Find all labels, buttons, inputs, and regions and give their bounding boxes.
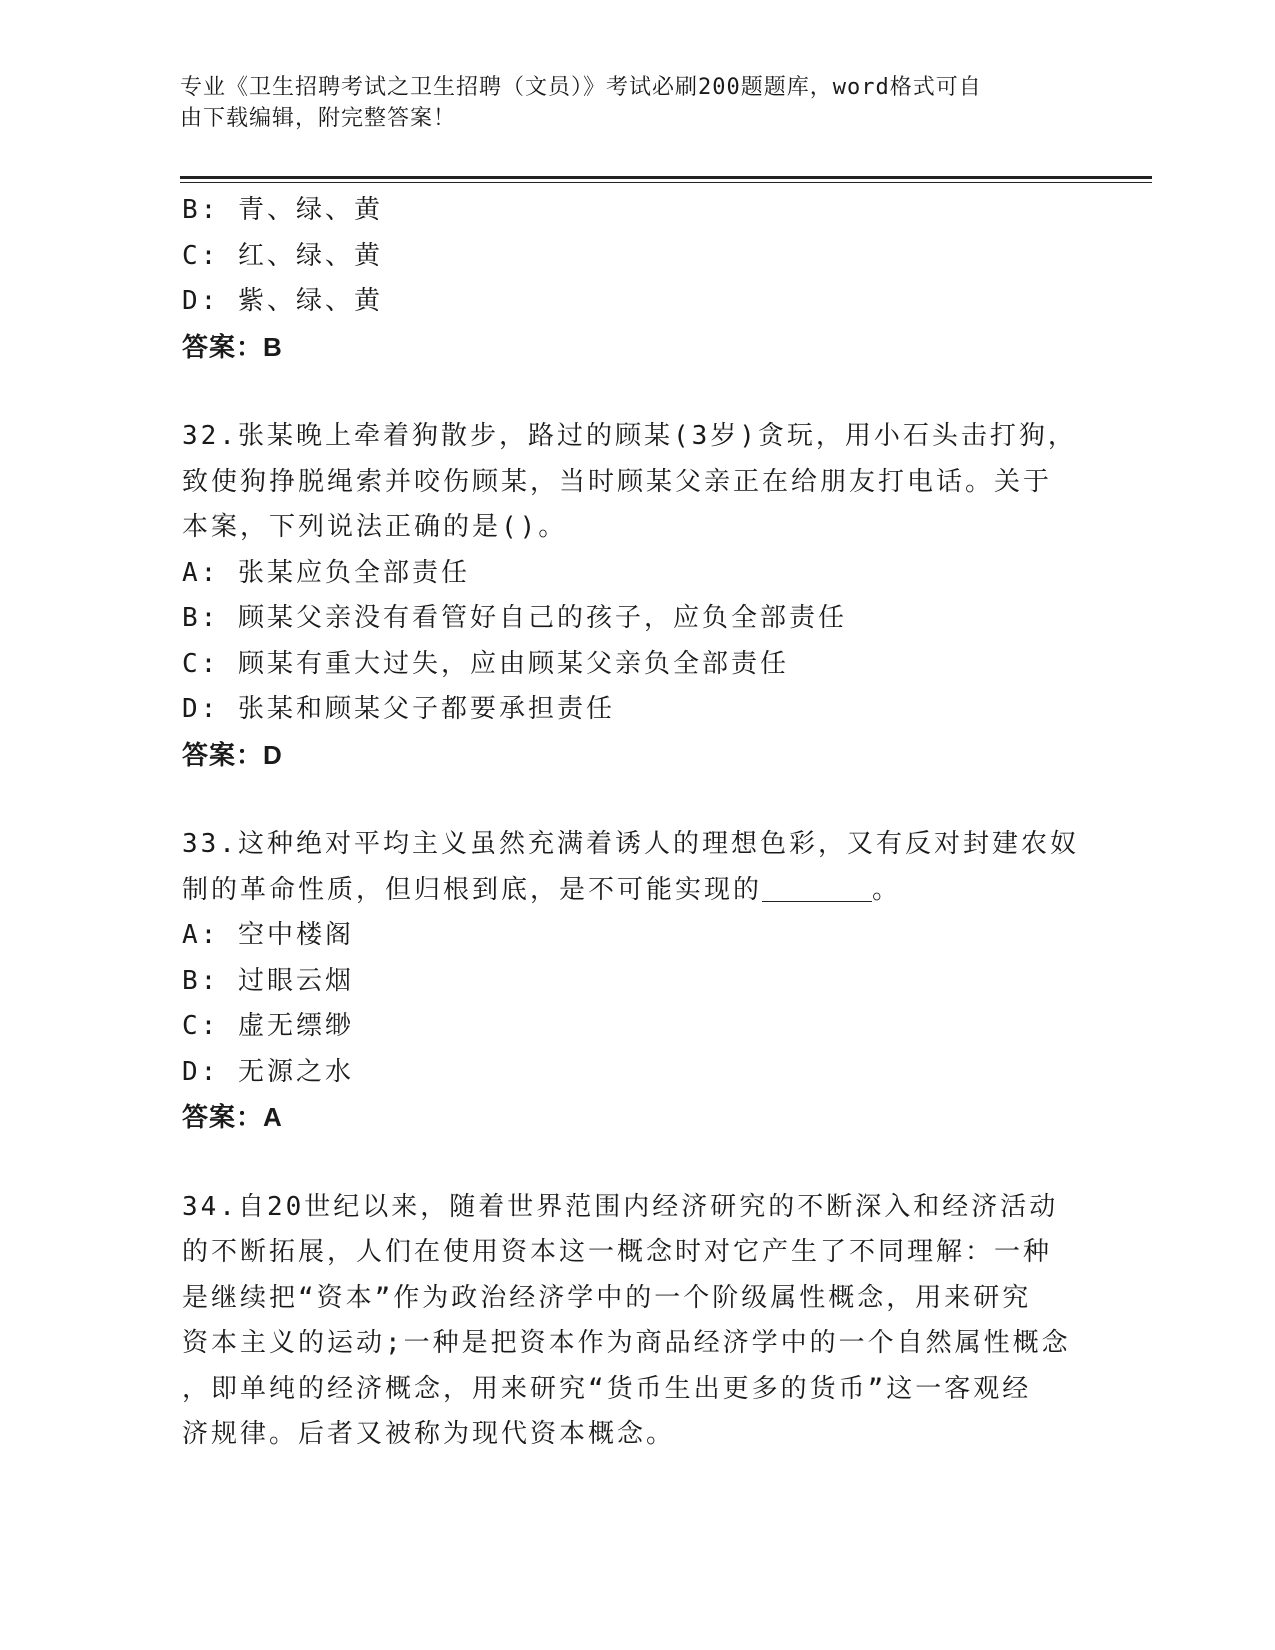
question-stem-line: 济规律。后者又被称为现代资本概念。	[182, 1419, 676, 1449]
question-stem-line: 是继续把“资本”作为政治经济学中的一个阶级属性概念，用来研究	[182, 1282, 1032, 1313]
answer-label: 答案：B	[182, 331, 283, 362]
question-stem-line: 33.这种绝对平均主义虽然充满着诱人的理想色彩，又有反对封建农奴	[182, 829, 1079, 859]
question-stem-line	[182, 868, 1082, 914]
option-d: D: 张某和顾某父子都要承担责任	[182, 694, 615, 724]
stem-text: 制的革命性质，但归根到底，是不可能实现的	[182, 874, 763, 905]
stem-text: 。	[872, 874, 902, 905]
question-stem-line: 资本主义的运动;一种是把资本作为商品经济学中的一个自然属性概念	[182, 1328, 1071, 1358]
option-a: A: 张某应负全部责任	[182, 557, 470, 588]
header-rule-thin	[180, 182, 1152, 183]
document-header	[180, 72, 1060, 134]
option-c: C: 虚无缥缈	[182, 1011, 354, 1041]
option-a: A: 空中楼阁	[182, 920, 354, 950]
option-d: D: 无源之水	[182, 1056, 354, 1087]
question-stem-line: 本案，下列说法正确的是()。	[182, 512, 568, 542]
question-stem-line: 34.自20世纪以来，随着世界范围内经济研究的不断深入和经济活动	[182, 1191, 1059, 1222]
fill-in-blank	[762, 875, 872, 902]
header-rule-thick	[180, 176, 1152, 179]
question-spacer	[182, 778, 1082, 822]
option-c: C: 顾某有重大过失，应由顾某父亲负全部责任	[182, 648, 789, 679]
option-d: D: 紫、绿、黄	[182, 286, 383, 316]
option-b: B: 顾某父亲没有看管好自己的孩子，应负全部责任	[182, 603, 847, 633]
header-line-1: 专业《卫生招聘考试之卫生招聘（文员）》考试必刷200题题库，word格式可自	[180, 75, 982, 100]
question-stem-line: ，即单纯的经济概念，用来研究“货币生出更多的货币”这一客观经	[182, 1373, 1032, 1404]
question-33	[182, 822, 1082, 1141]
question-stem-line: 32.张某晚上牵着狗散步，路过的顾某(3岁)贪玩，用小石头击打狗，	[182, 421, 1077, 451]
option-c: C: 红、绿、黄	[182, 240, 383, 271]
question-32	[182, 414, 1082, 778]
header-line-2: 由下载编辑，附完整答案！	[180, 106, 457, 131]
question-stem-line: 的不断拓展，人们在使用资本这一概念时对它产生了不同理解：一种	[182, 1237, 1053, 1267]
question-stem-line: 致使狗挣脱绳索并咬伤顾某，当时顾某父亲正在给朋友打电话。关于	[182, 466, 1053, 497]
question-spacer	[182, 370, 1082, 414]
question-content	[182, 188, 1082, 1458]
answer-label: 答案：A	[182, 1102, 283, 1132]
question-34	[182, 1185, 1082, 1458]
question-31-tail	[182, 188, 1082, 370]
answer-label: 答案：D	[182, 739, 283, 770]
option-b: B: 过眼云烟	[182, 965, 354, 996]
option-b: B: 青、绿、黄	[182, 195, 383, 225]
question-spacer	[182, 1141, 1082, 1185]
